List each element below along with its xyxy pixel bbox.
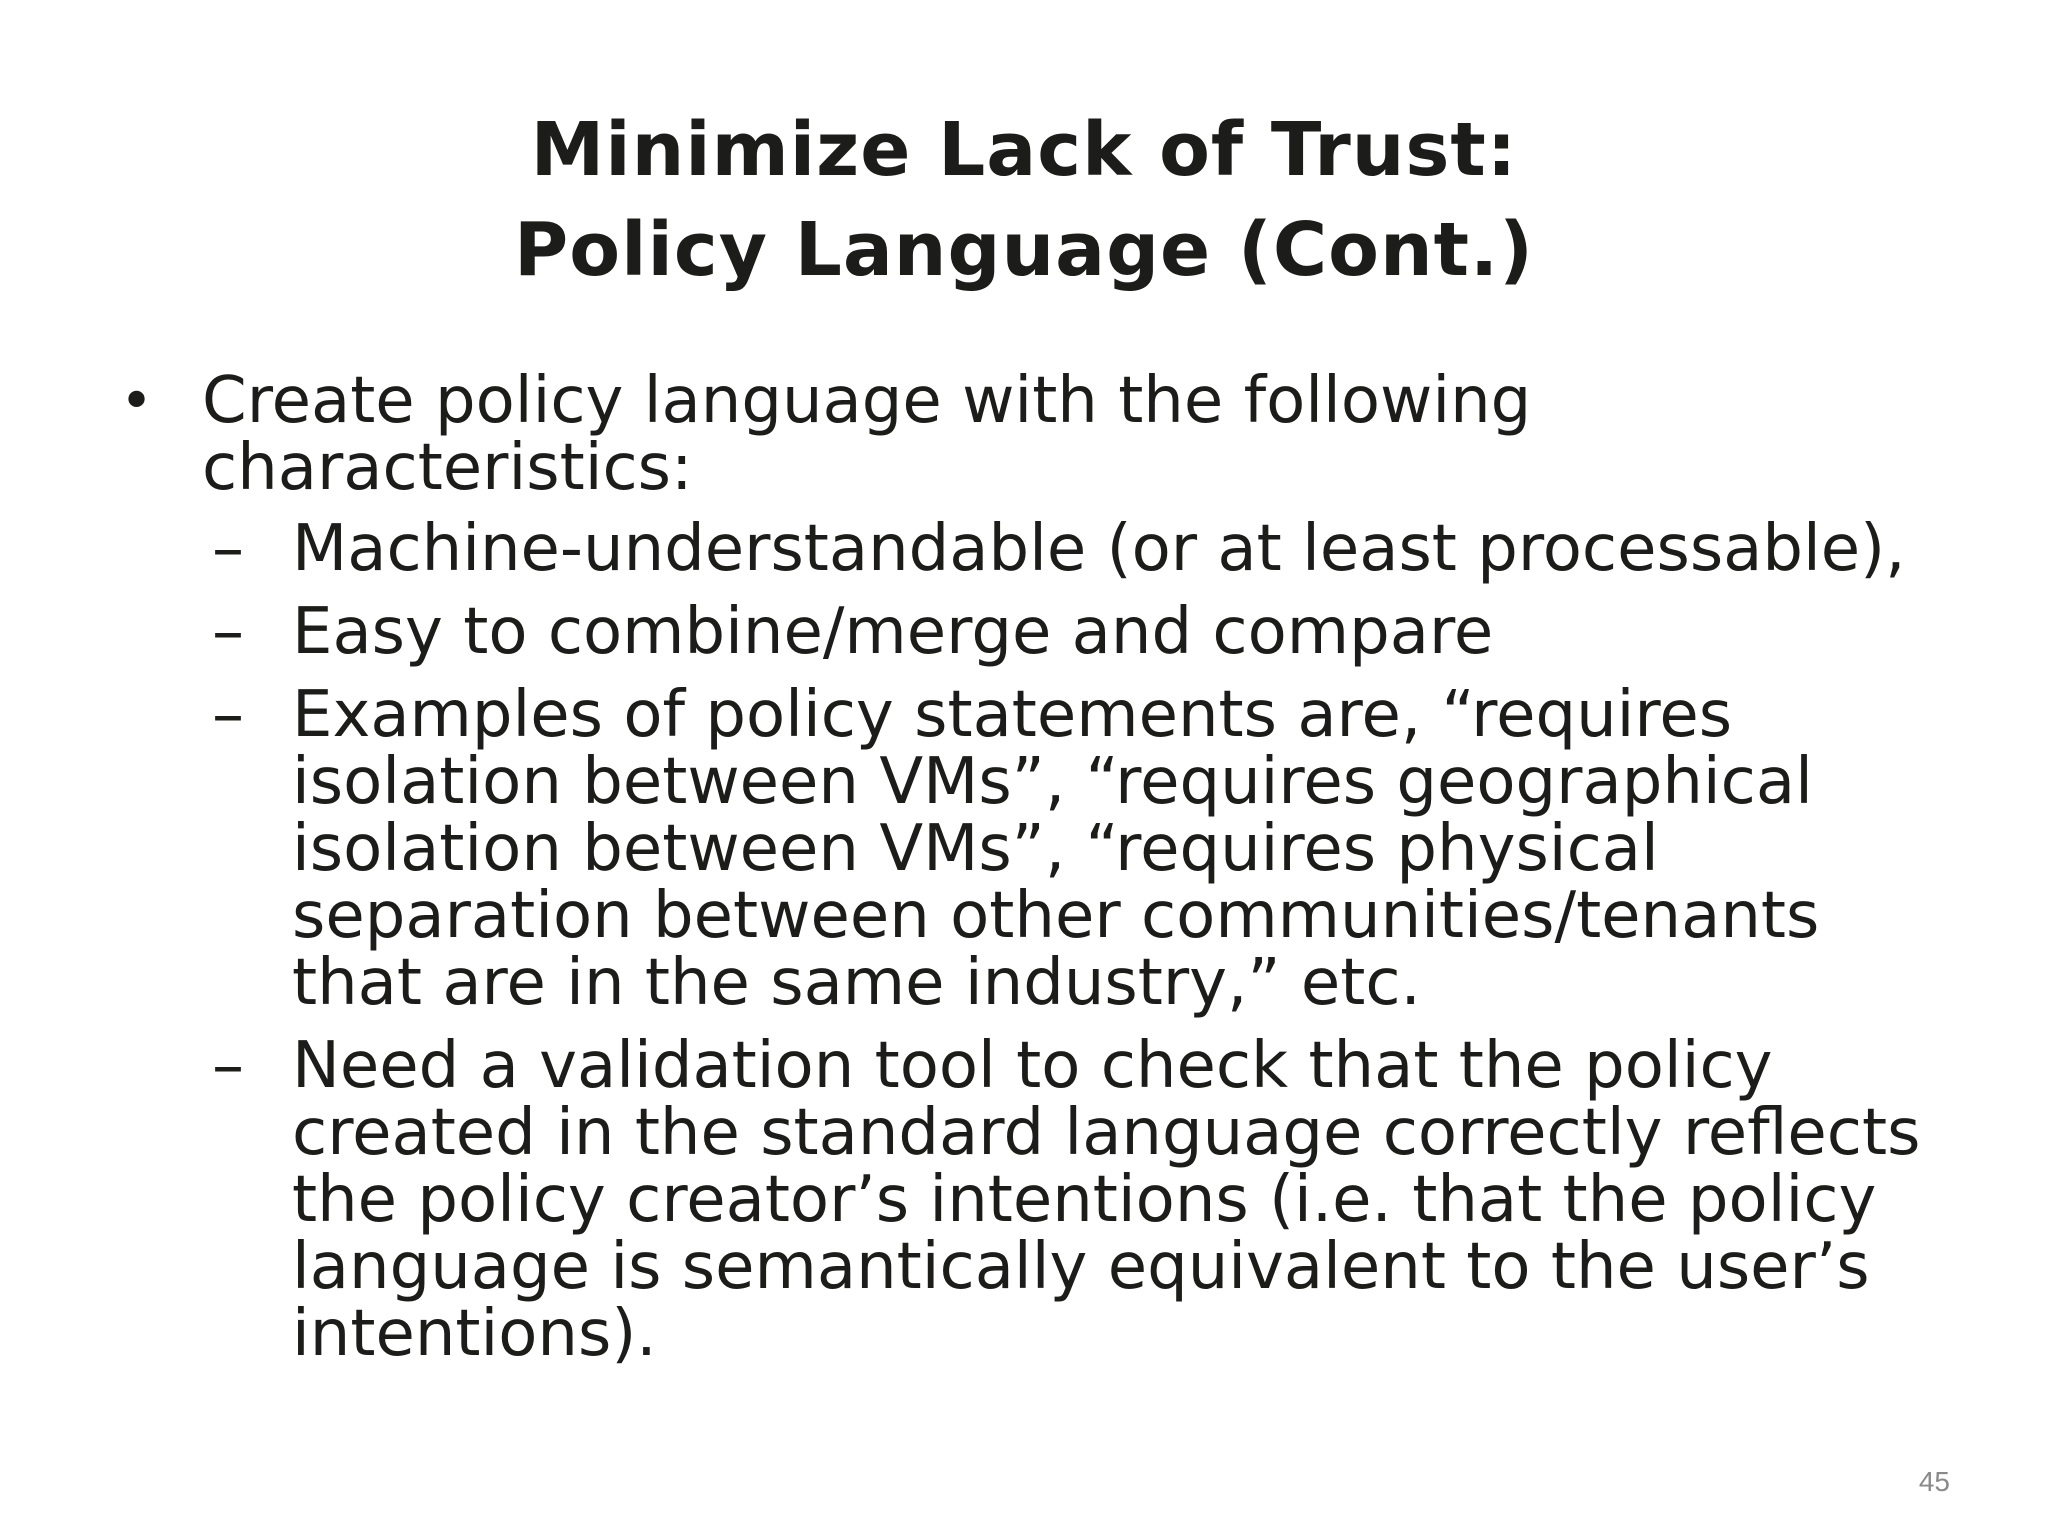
dash-icon: – [212,1029,244,1103]
sub-bullet-item [212,678,1950,1020]
slide-content [120,364,1950,1384]
dash-icon: – [212,512,244,586]
sub-bullet-text: Examples of policy statements are, “requires isolation between VMs”, “requires geographical isolation between VMs”, “requires physical separation between other communities/tenants that are in the same industry,” etc. [292,678,1820,1020]
sub-bullet-item [212,512,1950,586]
bullet-item [120,364,1950,505]
slide-title [0,100,2048,300]
dash-icon: – [212,595,244,669]
bullet-text: Create policy language with the following characteristics: [202,364,1532,505]
title-line-1: Minimize Lack of Trust: [530,107,1518,193]
dash-icon: – [212,678,244,752]
sub-bullet-item [212,1029,1950,1371]
sub-bullet-text: Machine-understandable (or at least processable), [292,512,1906,586]
bullet-icon: • [120,369,154,434]
sub-bullet-item [212,595,1950,669]
page-number: 45 [1918,1466,1950,1497]
sub-bullet-text: Need a validation tool to check that the policy created in the standard language correctly reflects the policy creator’s intentions (i.e. that the policy language is semantically equivalent to the user’s intentions). [292,1029,1921,1371]
title-line-2: Policy Language (Cont.) [514,207,1534,293]
sub-bullet-list [120,512,1950,1371]
sub-bullet-text: Easy to combine/merge and compare [292,595,1494,669]
